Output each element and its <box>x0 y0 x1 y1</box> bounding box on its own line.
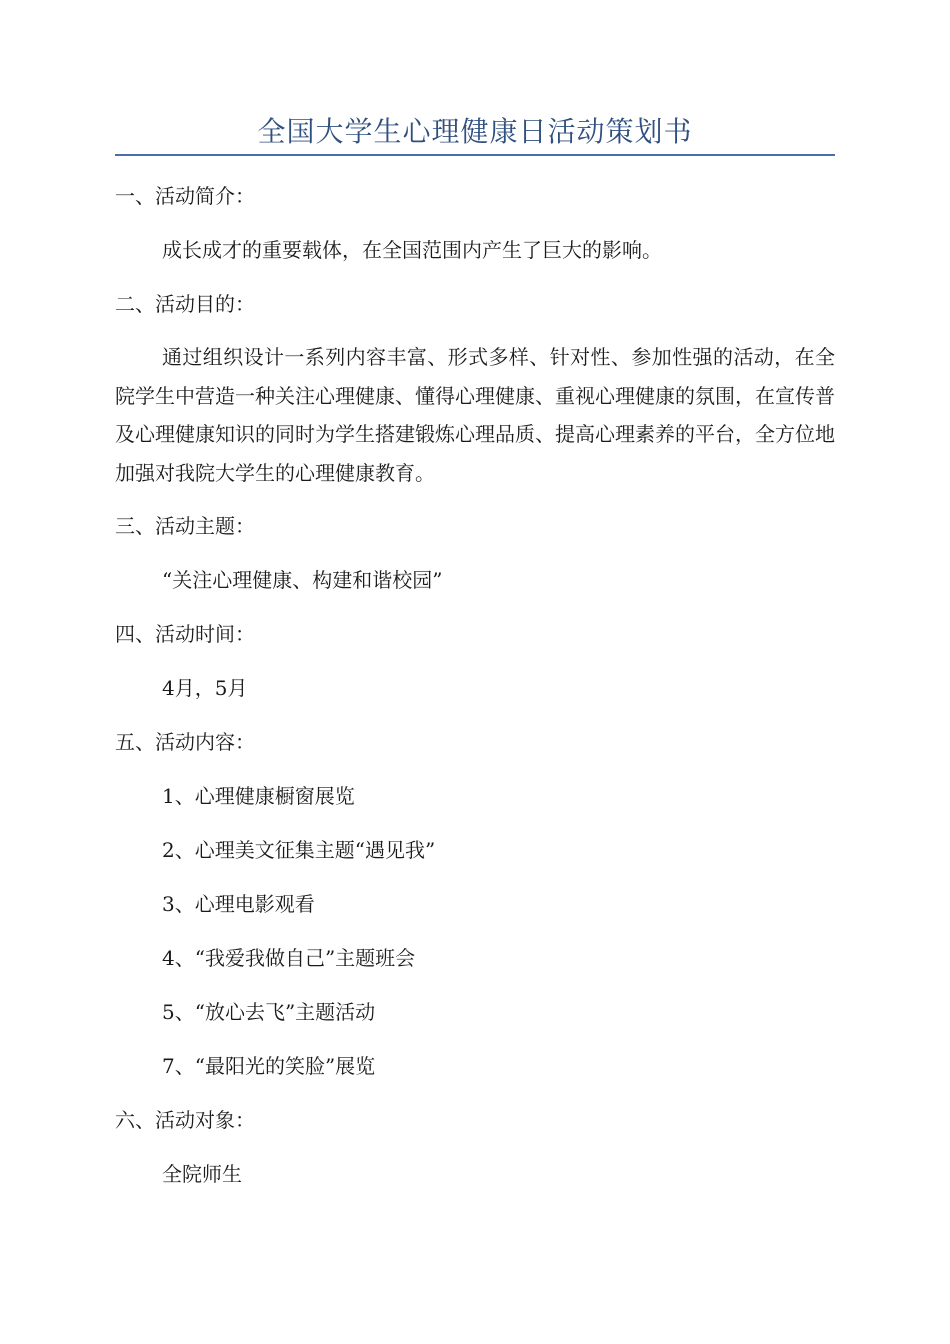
section-body-theme: “关注心理健康、构建和谐校园” <box>162 568 443 592</box>
list-item: 4、“我爱我做自己”主题班会 <box>162 946 416 970</box>
list-item: 1、心理健康橱窗展览 <box>162 784 355 808</box>
list-item: 2、心理美文征集主题“遇见我” <box>162 838 436 862</box>
section-heading-audience: 六、活动对象： <box>115 1108 255 1132</box>
title-underline <box>115 154 835 156</box>
section-body-audience: 全院师生 <box>162 1162 242 1186</box>
section-heading-theme: 三、活动主题： <box>115 514 255 538</box>
section-body-purpose: 通过组织设计一系列内容丰富、形式多样、针对性、参加性强的活动，在全院学生中营造一种关注心理健康、懂得心理健康、重视心理健康的氛围，在宣传普及心理健康知识的同时为学生搭建锻炼心理品质、提高心理素养的平台，全方位地加强对我院大学生的心理健康教育。 <box>115 345 835 485</box>
section-heading-time: 四、活动时间： <box>115 622 255 646</box>
section-body-intro: 成长成才的重要载体，在全国范围内产生了巨大的影响。 <box>162 238 662 262</box>
section-heading-purpose: 二、活动目的： <box>115 292 255 316</box>
list-item: 3、心理电影观看 <box>162 892 315 916</box>
document-title: 全国大学生心理健康日活动策划书 <box>257 115 693 148</box>
section-heading-intro: 一、活动简介： <box>115 184 255 208</box>
section-heading-content: 五、活动内容： <box>115 730 255 754</box>
list-item: 5、“放心去飞”主题活动 <box>162 1000 376 1024</box>
list-item: 7、“最阳光的笑脸”展览 <box>162 1054 376 1078</box>
section-body-time: 4月，5月 <box>162 676 248 700</box>
